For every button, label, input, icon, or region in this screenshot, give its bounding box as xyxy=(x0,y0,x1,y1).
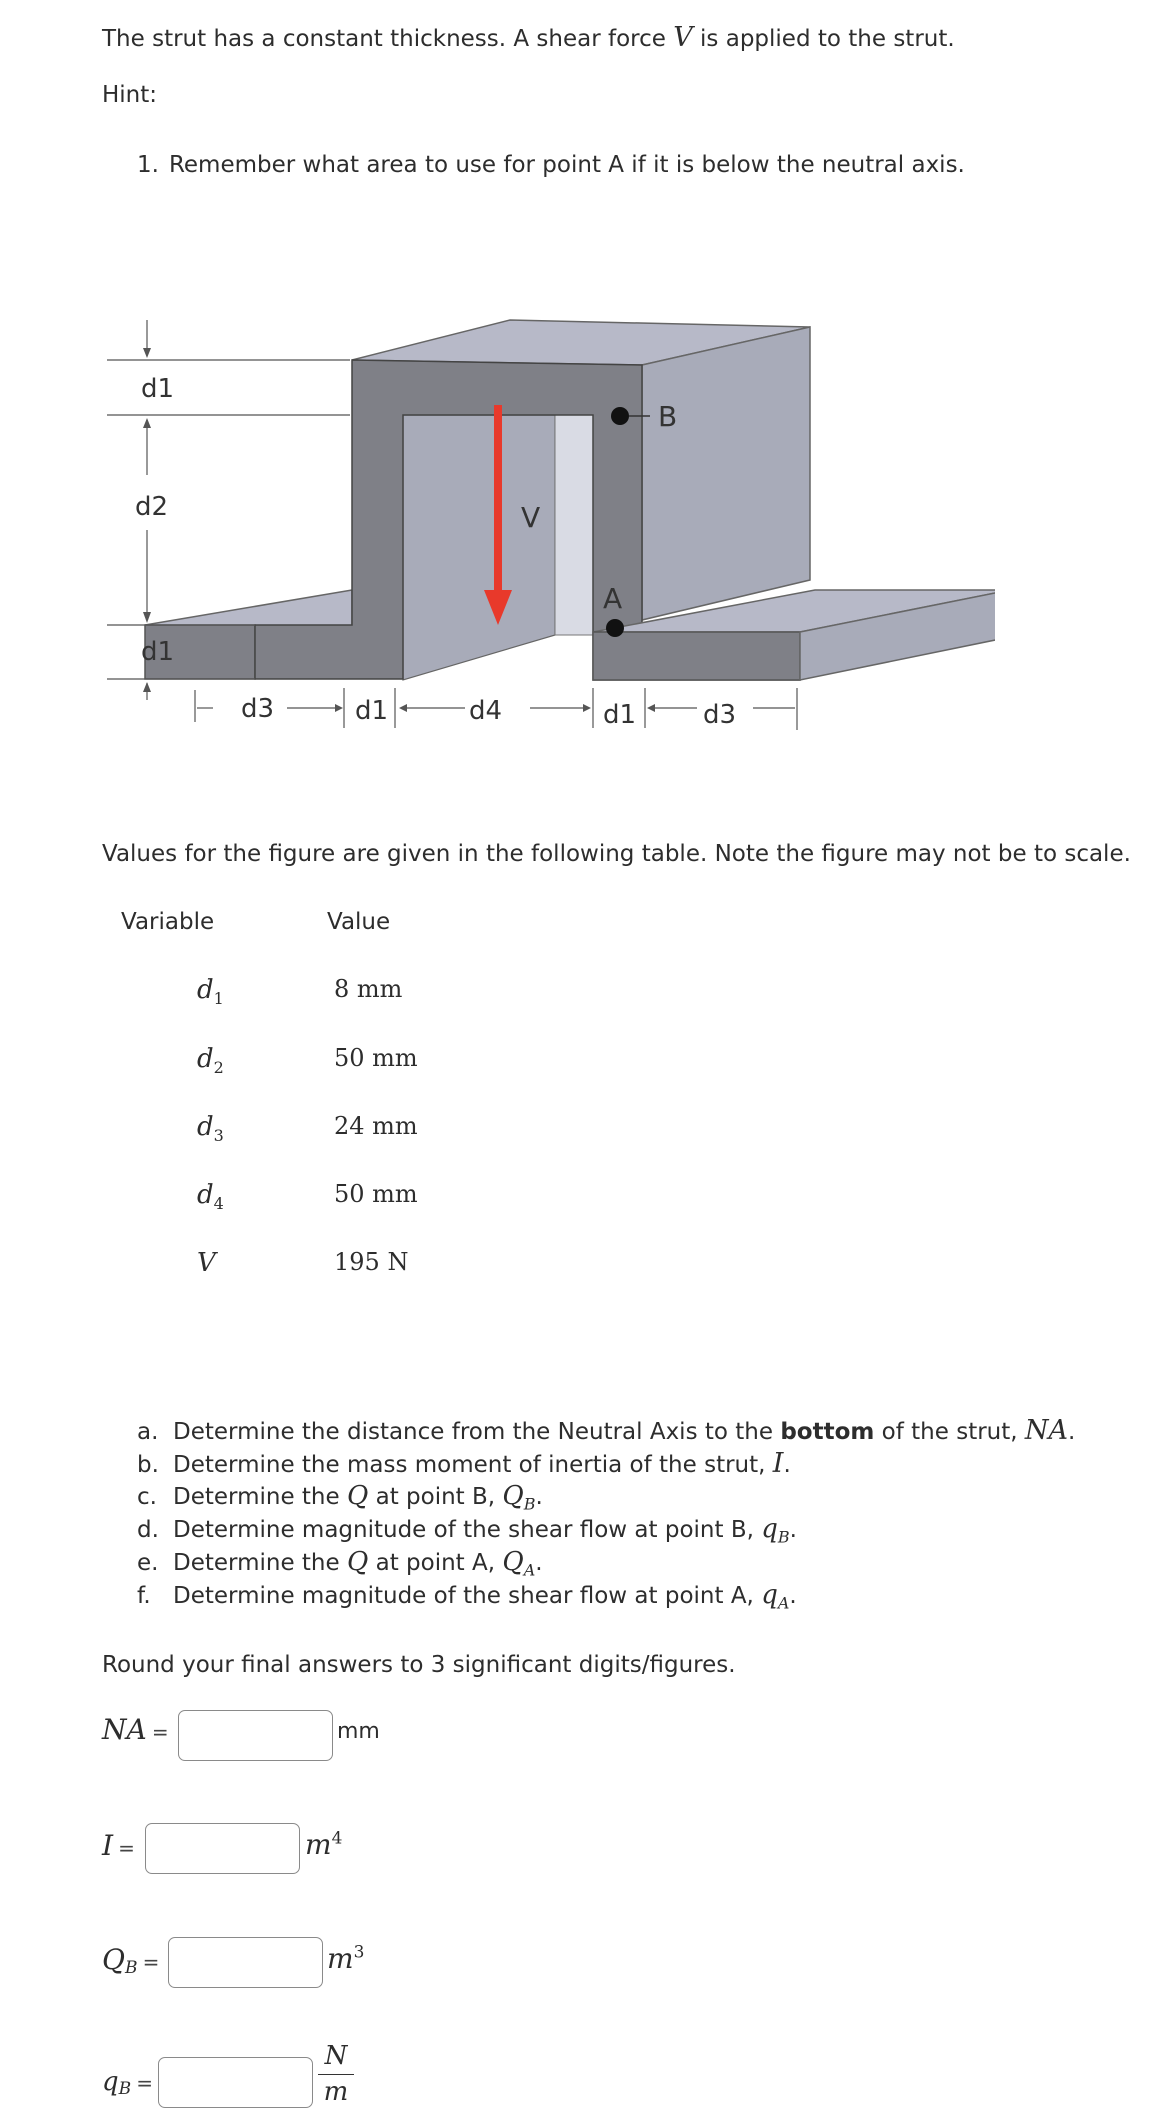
na-unit: mm xyxy=(337,1719,380,1744)
i-answer-input[interactable] xyxy=(145,1823,300,1874)
answer-i-label: I = xyxy=(102,1829,135,1862)
table-header-variable: Variable xyxy=(121,909,215,935)
table-var: $d_2$ xyxy=(197,1044,224,1078)
point-a-marker xyxy=(606,619,624,637)
answer-qb-label: $q_B$ = xyxy=(102,2067,154,2100)
table-var: V xyxy=(197,1248,216,1278)
na-answer-input[interactable] xyxy=(178,1710,333,1761)
qb-unit-numerator: N xyxy=(324,2041,348,2071)
table-value: 8 mm xyxy=(334,975,403,1003)
fraction-bar xyxy=(318,2074,354,2075)
label-d1-top: d1 xyxy=(141,374,175,404)
round-note: Round your final answers to 3 significant digits/figures. xyxy=(102,1652,736,1678)
label-d1-bottom: d1 xyxy=(141,637,175,667)
table-var: $d_3$ xyxy=(197,1112,224,1146)
question-b: b. Determine the mass moment of inertia of the strut, I. xyxy=(137,1448,791,1479)
hint-item: 1. Remember what area to use for point A if it is below the neutral axis. xyxy=(137,152,965,178)
qb-cap-unit: $m^3$ xyxy=(327,1942,365,1975)
table-value: 50 mm xyxy=(334,1044,418,1072)
table-var: $d_1$ xyxy=(197,975,224,1009)
table-value: 24 mm xyxy=(334,1112,418,1140)
question-e: e. Determine the Q at point A, $Q_A$. xyxy=(137,1547,543,1580)
i-unit: $m^4$ xyxy=(305,1828,343,1861)
question-d: d. Determine magnitude of the shear flow at point B, $q_B$. xyxy=(137,1514,797,1547)
table-value: 195 N xyxy=(334,1248,409,1276)
var-v: V xyxy=(673,22,693,53)
question-a: a. Determine the distance from the Neutral Axis to the bottom of the strut, NA. xyxy=(137,1415,1076,1446)
qb-unit-fraction xyxy=(318,2040,354,2107)
qb-cap-answer-input[interactable] xyxy=(168,1937,323,1988)
label-v: V xyxy=(521,501,541,534)
label-d3-right: d3 xyxy=(703,700,737,730)
intro-text: The strut has a constant thickness. A shear force V is applied to the strut. xyxy=(102,22,955,53)
question-f: f. Determine magnitude of the shear flow at point A, $q_A$. xyxy=(137,1580,797,1613)
label-a: A xyxy=(603,582,623,615)
qb-answer-input[interactable] xyxy=(158,2057,313,2108)
strut-figure xyxy=(95,290,995,800)
table-value: 50 mm xyxy=(334,1180,418,1208)
hint-label: Hint: xyxy=(102,82,158,108)
table-note: Values for the figure are given in the following table. Note the figure may not be to scale. xyxy=(102,841,1131,867)
label-d1-mid-right: d1 xyxy=(603,700,637,730)
table-header-value: Value xyxy=(327,909,391,935)
label-d3-left: d3 xyxy=(241,694,275,724)
label-d2: d2 xyxy=(135,492,169,522)
question-c: c. Determine the Q at point B, $Q_B$. xyxy=(137,1481,543,1514)
label-d4: d4 xyxy=(469,696,503,726)
label-b: B xyxy=(658,400,678,433)
answer-na-label: NA = xyxy=(102,1713,169,1746)
label-d1-mid-left: d1 xyxy=(355,696,389,726)
table-var: $d_4$ xyxy=(197,1180,224,1214)
qb-unit-denominator: m xyxy=(323,2077,349,2107)
answer-qb-cap-label: $Q_B$ = xyxy=(102,1943,160,1979)
